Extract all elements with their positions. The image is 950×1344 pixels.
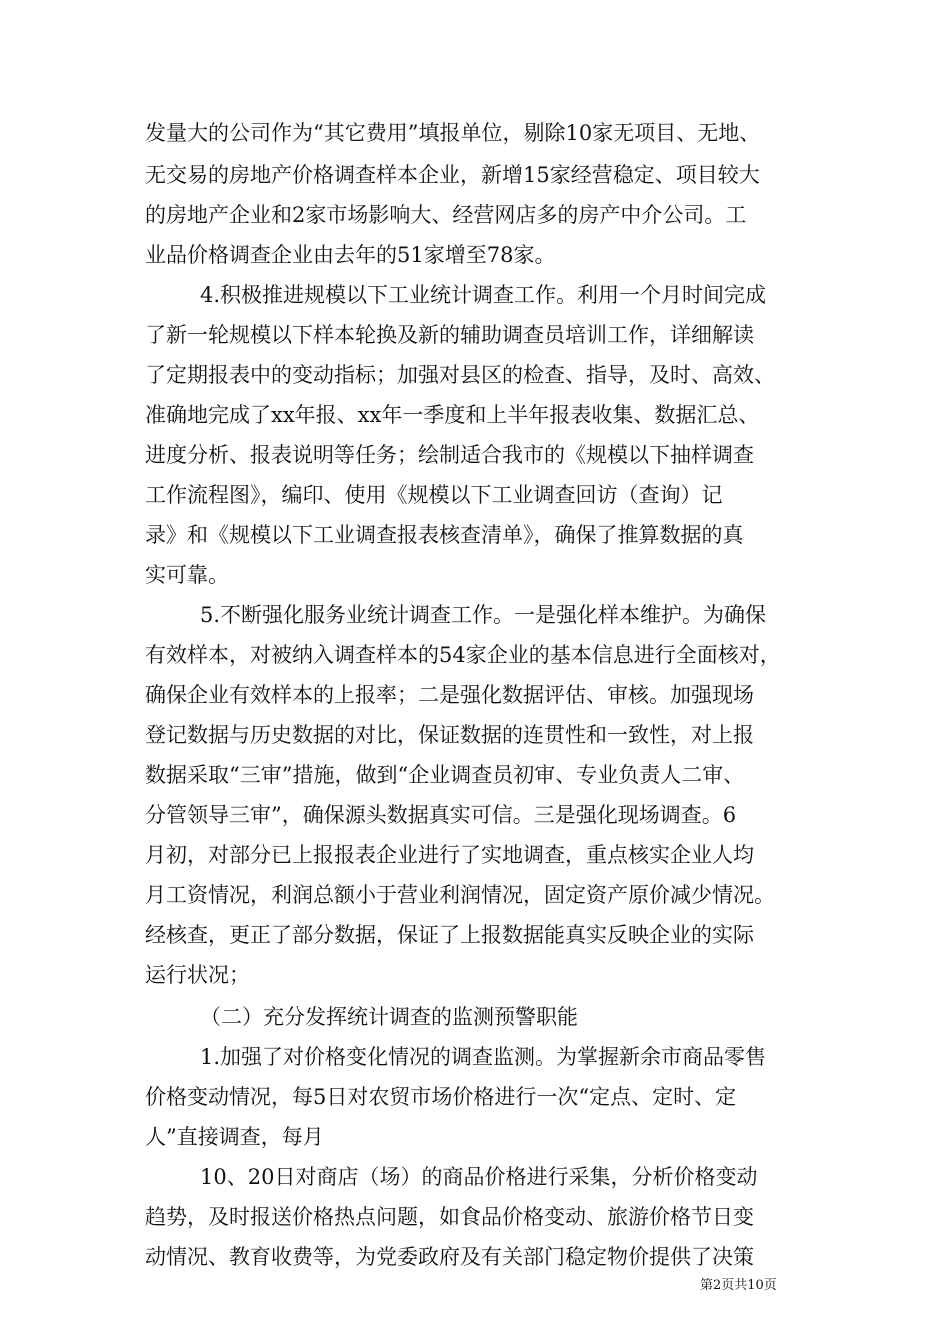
- body-text-line: 数据采取“三审”措施，做到“企业调查员初审、专业负责人二审、: [145, 763, 745, 787]
- body-text-line: 人”直接调查，每月: [145, 1125, 324, 1149]
- body-text-line: 工作流程图》，编印、使用《规模以下工业调查回访（查询）记: [145, 483, 723, 507]
- body-text-line: 确保企业有效样本的上报率；二是强化数据评估、审核。加强现场: [145, 683, 754, 707]
- body-text-line: 发量大的公司作为“其它费用”填报单位，剔除10家无项目、无地、: [145, 121, 761, 145]
- body-text-line: 登记数据与历史数据的对比，保证数据的连贯性和一致性，对上报: [145, 723, 754, 747]
- body-text-line: 分管领导三审”，确保源头数据真实可信。三是强化现场调查。6: [145, 803, 737, 827]
- body-text-line: 动情况、教育收费等，为党委政府及有关部门稳定物价提供了决策: [145, 1245, 754, 1269]
- paragraph-4-heading: 4.积极推进规模以下工业统计调查工作。利用一个月时间完成: [200, 283, 767, 307]
- body-text-line: 准确地完成了xx年报、xx年一季度和上半年报表收集、数据汇总、: [145, 403, 760, 427]
- section-heading: （二）充分发挥统计调查的监测预警职能: [200, 1005, 578, 1029]
- body-text-line: 进度分析、报表说明等任务；绘制适合我市的《规模以下抽样调查: [145, 443, 754, 467]
- page-number-footer: 第2页共10页: [700, 1278, 777, 1293]
- body-text-line: 业品价格调查企业由去年的51家增至78家。: [145, 243, 556, 267]
- body-text-line: 月工资情况，利润总额小于营业利润情况，固定资产原价减少情况。: [145, 883, 775, 907]
- body-text-line: 10、20日对商店（场）的商品价格进行采集，分析价格变动: [200, 1165, 758, 1189]
- body-text-line: 了新一轮规模以下样本轮换及新的辅助调查员培训工作，详细解读: [145, 323, 754, 347]
- body-text-line: 录》和《规模以下工业调查报表核查清单》，确保了推算数据的真: [145, 523, 744, 547]
- paragraph-5-heading: 5.不断强化服务业统计调查工作。一是强化样本维护。为确保: [200, 603, 767, 627]
- body-text-line: 运行状况；: [145, 963, 250, 987]
- body-text-line: 的房地产企业和2家市场影响大、经营网店多的房产中介公司。工: [145, 203, 747, 227]
- body-text-line: 实可靠。: [145, 563, 229, 587]
- body-text-line: 无交易的房地产价格调查样本企业，新增15家经营稳定、项目较大: [145, 163, 760, 187]
- body-text-line: 有效样本，对被纳入调查样本的54家企业的基本信息进行全面核对，: [145, 643, 781, 667]
- body-text-line: 经核查，更正了部分数据，保证了上报数据能真实反映企业的实际: [145, 923, 754, 947]
- body-text-line: 月初，对部分已上报报表企业进行了实地调查，重点核实企业人均: [145, 843, 754, 867]
- paragraph-1-heading: 1.加强了对价格变化情况的调查监测。为掌握新余市商品零售: [200, 1045, 767, 1069]
- body-text-line: 趋势，及时报送价格热点问题，如食品价格变动、旅游价格节日变: [145, 1205, 754, 1229]
- body-text-line: 了定期报表中的变动指标；加强对县区的检查、指导，及时、高效、: [145, 363, 775, 387]
- body-text-line: 价格变动情况，每5日对农贸市场价格进行一次“定点、定时、定: [145, 1085, 737, 1109]
